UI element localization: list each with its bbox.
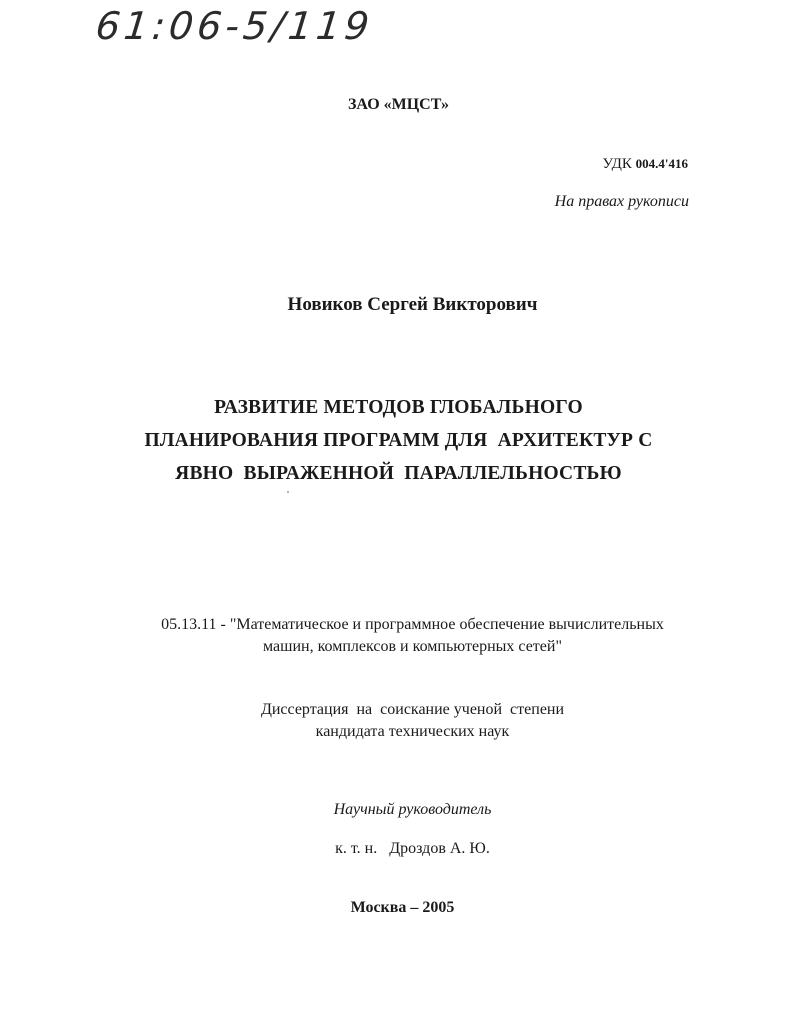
advisor-label: Научный руководитель xyxy=(333,801,492,818)
specialty-line: машин, комплексов и компьютерных сетей" xyxy=(263,638,562,655)
organization-name: ЗАО «МЦСТ» xyxy=(347,96,449,113)
udk-code xyxy=(603,156,688,173)
title-line: ПЛАНИРОВАНИЯ ПРОГРАММ ДЛЯ АРХИТЕКТУР С xyxy=(144,430,653,451)
advisor-name: к. т. н. Дроздов А. Ю. xyxy=(335,840,490,857)
dissertation-title xyxy=(0,391,797,490)
title-line: РАЗВИТИЕ МЕТОДОВ ГЛОБАЛЬНОГО xyxy=(214,397,583,418)
degree-line: кандидата технических наук xyxy=(315,723,510,740)
degree-line: Диссертация на соискание ученой степени xyxy=(260,701,565,718)
archive-number-handwritten: 61:06-5/119 xyxy=(93,4,376,48)
rights-note: На правах рукописи xyxy=(554,193,689,210)
specialty-code xyxy=(14,614,797,658)
place-and-year: Москва – 2005 xyxy=(350,899,455,916)
title-line: ЯВНО ВЫРАЖЕННОЙ ПАРАЛЛЕЛЬНОСТЬЮ xyxy=(175,463,622,484)
udk-label: УДК xyxy=(602,156,632,172)
degree-statement xyxy=(14,699,797,743)
scan-speck xyxy=(287,491,289,493)
udk-number: 004.4'416 xyxy=(635,156,688,171)
author-name: Новиков Сергей Викторович xyxy=(287,294,538,315)
specialty-line: 05.13.11 - "Математическое и программное обеспечение вычислительных xyxy=(161,616,664,633)
